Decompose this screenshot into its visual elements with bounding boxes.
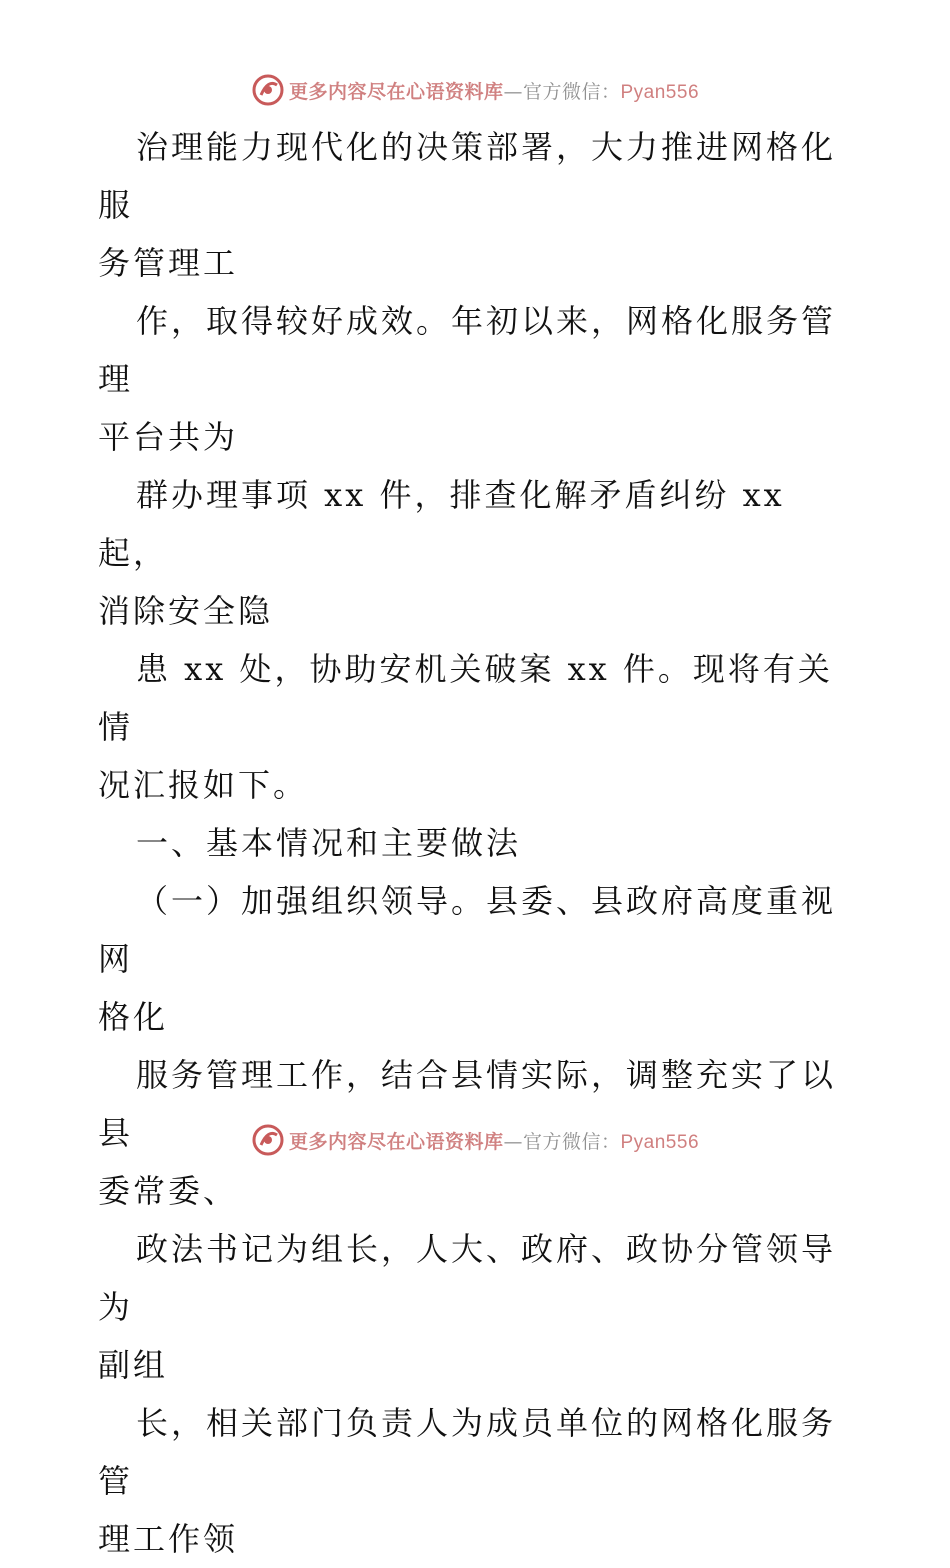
footer-separator: —	[503, 1130, 523, 1153]
header-separator: —	[503, 80, 523, 103]
brand-logo-icon	[251, 1123, 285, 1157]
paragraph-line-continued: 格化	[98, 998, 169, 1036]
paragraph-line: 患 xx 处，协助安机关破案 xx 件。现将有关情	[98, 650, 833, 746]
paragraph-line: 群办理事项 xx 件，排查化解矛盾纠纷 xx 起，	[98, 476, 785, 572]
paragraph-line-continued: 副组	[98, 1346, 169, 1384]
header-sub-text: 官方微信：	[522, 80, 621, 103]
paragraph	[98, 1394, 858, 1568]
footer-brand-text: 更多内容尽在心语资料库	[288, 1130, 504, 1153]
header-wechat-id: Pyan556	[620, 81, 700, 103]
paragraph-line-continued: 消除安全隐	[98, 592, 274, 630]
header-brand-text: 更多内容尽在心语资料库	[288, 80, 504, 103]
paragraph-line: 治理能力现代化的决策部署，大力推进网格化服	[98, 128, 837, 224]
paragraph	[98, 872, 858, 1046]
section-heading	[98, 814, 858, 872]
paragraph	[98, 118, 858, 292]
footer-wechat-id: Pyan556	[620, 1131, 700, 1153]
paragraph	[98, 640, 858, 814]
footer-banner-text	[289, 1127, 699, 1154]
paragraph-line-continued: 理工作领	[98, 1520, 239, 1558]
header-banner-text	[289, 77, 699, 104]
document-body	[98, 118, 858, 1568]
paragraph-line-continued: 务管理工	[98, 244, 239, 282]
paragraph-line-continued: 平台共为	[98, 418, 239, 456]
paragraph	[98, 292, 858, 466]
paragraph-line-continued: 委常委、	[98, 1172, 239, 1210]
paragraph-line: 政法书记为组长，人大、政府、政协分管领导为	[98, 1230, 837, 1326]
paragraph-line: （一）加强组织领导。县委、县政府高度重视网	[98, 882, 837, 978]
paragraph-line: 服务管理工作，结合县情实际，调整充实了以县	[98, 1056, 837, 1152]
paragraph-line: 长，相关部门负责人为成员单位的网格化服务管	[98, 1404, 837, 1500]
paragraph	[98, 1220, 858, 1394]
paragraph-line: 作，取得较好成效。年初以来，网格化服务管理	[98, 302, 837, 398]
footer-sub-text: 官方微信：	[522, 1130, 621, 1153]
header-banner	[0, 70, 950, 110]
footer-banner	[0, 1120, 950, 1160]
brand-logo-icon	[251, 73, 285, 107]
paragraph-line-continued: 况汇报如下。	[98, 766, 309, 804]
section-heading-text: 一、基本情况和主要做法	[136, 824, 522, 862]
paragraph	[98, 466, 858, 640]
